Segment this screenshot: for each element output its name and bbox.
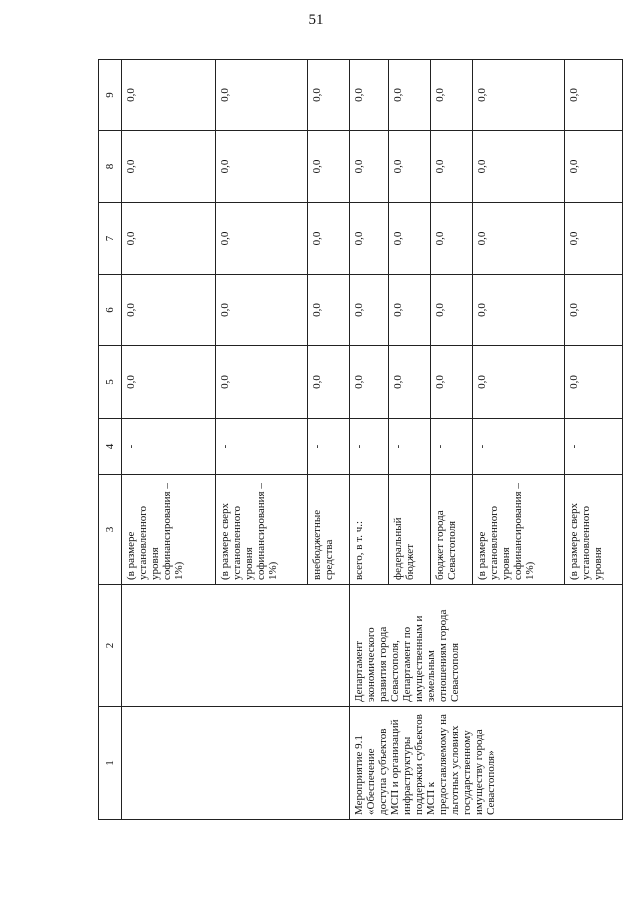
- cell-value: 0,0: [564, 131, 622, 203]
- cell-source: (в размере сверх установленного уровня: [564, 475, 622, 585]
- table-row: [122, 60, 216, 820]
- cell-activity: Мероприятие 9.1 «Обеспечение доступа субъектов МСП и организаций инфраструктуры поддержки субъектов МСП к предоставляемому на льготных условиях государственному имуществу города Севастополя»: [349, 707, 622, 820]
- cell-value: 0,0: [564, 60, 622, 131]
- cell-value: 0,0: [122, 275, 216, 346]
- cell-value: 0,0: [430, 346, 472, 419]
- column-header: 1: [99, 707, 122, 820]
- column-header: 9: [99, 60, 122, 131]
- cell-value: -: [307, 419, 349, 475]
- cell-value: 0,0: [122, 60, 216, 131]
- cell-value: -: [122, 419, 216, 475]
- cell-value: 0,0: [307, 346, 349, 419]
- cell-value: 0,0: [430, 275, 472, 346]
- page-number: 51: [308, 12, 324, 28]
- cell-value: 0,0: [215, 275, 307, 346]
- cell-value: -: [430, 419, 472, 475]
- cell-value: 0,0: [349, 275, 389, 346]
- cell-executor: Департамент экономического развития города Севастополя, Департамент по имущественным и земельным отношениям города Севастополя: [349, 585, 622, 707]
- cell-value: 0,0: [122, 203, 216, 275]
- cell-value: 0,0: [389, 60, 431, 131]
- cell-value: -: [472, 419, 564, 475]
- cell-value: 0,0: [472, 346, 564, 419]
- cell-source: федеральный бюджет: [389, 475, 431, 585]
- cell-value: 0,0: [472, 131, 564, 203]
- column-header: 2: [99, 585, 122, 707]
- column-header: 3: [99, 475, 122, 585]
- cell-source: всего, в т. ч.:: [349, 475, 389, 585]
- cell-value: 0,0: [349, 203, 389, 275]
- cell-value: -: [389, 419, 431, 475]
- cell-value: 0,0: [564, 346, 622, 419]
- cell-value: 0,0: [122, 131, 216, 203]
- cell-value: 0,0: [472, 60, 564, 131]
- cell-value: 0,0: [307, 203, 349, 275]
- cell-value: -: [564, 419, 622, 475]
- cell-value: 0,0: [389, 275, 431, 346]
- cell-source: (в размере сверх установленного уровня софинансирования – 1%): [215, 475, 307, 585]
- cell-value: 0,0: [564, 275, 622, 346]
- cell-value: 0,0: [215, 131, 307, 203]
- cell-value: 0,0: [349, 60, 389, 131]
- cell-source: (в размере установленного уровня софинансирования – 1%): [472, 475, 564, 585]
- column-header: 8: [99, 131, 122, 203]
- cell-value: 0,0: [389, 346, 431, 419]
- cell-value: 0,0: [307, 131, 349, 203]
- cell-source: внебюджетные средства: [307, 475, 349, 585]
- table-header-row: [99, 60, 122, 820]
- cell-value: 0,0: [307, 60, 349, 131]
- column-header: 7: [99, 203, 122, 275]
- cell-value: 0,0: [349, 346, 389, 419]
- cell-value: 0,0: [215, 346, 307, 419]
- cell-value: 0,0: [430, 203, 472, 275]
- cell-value: 0,0: [122, 346, 216, 419]
- cell-value: 0,0: [307, 275, 349, 346]
- cell-source: бюджет города Севастополя: [430, 475, 472, 585]
- cell-value: 0,0: [389, 203, 431, 275]
- cell-value: 0,0: [430, 60, 472, 131]
- cell-value: 0,0: [215, 203, 307, 275]
- cell-value: 0,0: [564, 203, 622, 275]
- cell-value: 0,0: [472, 203, 564, 275]
- cell-value: 0,0: [472, 275, 564, 346]
- cell-value: 0,0: [430, 131, 472, 203]
- table-row: [349, 60, 389, 820]
- cell-activity: [122, 707, 350, 820]
- cell-value: 0,0: [389, 131, 431, 203]
- column-header: 4: [99, 419, 122, 475]
- column-header: 5: [99, 346, 122, 419]
- cell-value: -: [349, 419, 389, 475]
- cell-executor: [122, 585, 350, 707]
- budget-table: [98, 59, 623, 820]
- cell-value: 0,0: [349, 131, 389, 203]
- rotated-table-wrapper: [98, 60, 623, 820]
- cell-source: (в размере установленного уровня софинансирования – 1%): [122, 475, 216, 585]
- column-header: 6: [99, 275, 122, 346]
- cell-value: 0,0: [215, 60, 307, 131]
- cell-value: -: [215, 419, 307, 475]
